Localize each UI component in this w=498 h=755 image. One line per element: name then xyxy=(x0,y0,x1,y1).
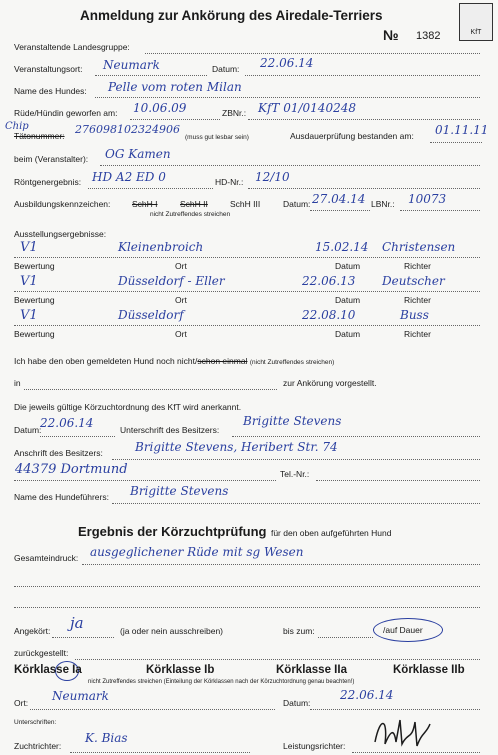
unterschriften-label: Unterschriften: xyxy=(14,719,57,726)
exhibition-ort[interactable]: Düsseldorf xyxy=(118,308,184,322)
hund-name-value[interactable]: Pelle vom roten Milan xyxy=(108,80,242,94)
form-number: 1382 xyxy=(416,30,441,42)
roentgen-value[interactable]: HD A2 ED 0 xyxy=(92,170,166,184)
anschrift-value[interactable]: Brigitte Stevens, Heribert Str. 74 xyxy=(135,440,338,454)
angekoert-line xyxy=(52,637,114,638)
landesgruppe-label: Veranstaltende Landesgruppe: xyxy=(14,42,130,52)
chip-label: Chip xyxy=(5,121,29,132)
gemeldet-b[interactable]: schon einmal xyxy=(197,356,248,366)
result-heading-title: Ergebnis der Körzuchtprüfung xyxy=(78,524,267,539)
datum3-value[interactable]: 22.06.14 xyxy=(40,416,94,430)
schh-1[interactable]: SchH I xyxy=(132,199,158,209)
ort-label: Veranstaltungsort: xyxy=(14,64,83,74)
tel-label: Tel.-Nr.: xyxy=(280,469,310,479)
zuchtrichter-label: Zuchtrichter: xyxy=(14,741,62,751)
leistungsrichter-signature xyxy=(370,712,440,754)
vorgestellt-text: zur Ankörung vorgestellt. xyxy=(283,378,377,388)
col-richter: Richter xyxy=(404,261,431,271)
chip-value[interactable]: 276098102324906 xyxy=(75,123,180,136)
lbnr-line xyxy=(400,210,480,211)
taeto-note: (muss gut lesbar sein) xyxy=(185,134,249,141)
klasse-ib[interactable]: Körklasse Ib xyxy=(146,664,215,676)
hundefuehrer-line xyxy=(112,503,480,504)
gemeldet-a: Ich habe den oben gemeldeten Hund noch nicht/ xyxy=(14,356,198,366)
exhibition-richter[interactable]: Deutscher xyxy=(382,274,445,288)
unterschrift-line xyxy=(232,436,480,437)
hdnr-value[interactable]: 12/10 xyxy=(255,170,290,184)
ausstellung-label: Ausstellungsergebnisse: xyxy=(14,229,107,239)
in-label: in xyxy=(14,378,21,388)
zbnr-label: ZBNr.: xyxy=(222,108,247,118)
exhibition-datum[interactable]: 15.02.14 xyxy=(315,240,369,254)
anschrift-line-2 xyxy=(14,480,276,481)
ort-line xyxy=(95,75,207,76)
exhibition-line-2 xyxy=(14,291,480,292)
col-bewertung: Bewertung xyxy=(14,329,55,339)
beim-line xyxy=(100,165,480,166)
exhibition-bewertung[interactable]: V1 xyxy=(20,240,38,255)
result-datum-label: Datum: xyxy=(283,698,311,708)
geworfen-line xyxy=(130,119,220,120)
gesamt-line-3[interactable] xyxy=(14,607,480,608)
exhibition-line-3 xyxy=(14,325,480,326)
gesamt-value[interactable]: ausgeglichener Rüde mit sg Wesen xyxy=(90,545,304,559)
schh-3[interactable]: SchH III xyxy=(230,199,261,209)
col-ort: Ort xyxy=(175,261,187,271)
exhibition-bewertung[interactable]: V1 xyxy=(20,308,38,323)
zbnr-line xyxy=(248,119,480,120)
ausdauer-line xyxy=(430,142,482,143)
result-ort-label: Ort: xyxy=(14,698,29,708)
gesamt-line xyxy=(82,564,480,565)
datum2-line xyxy=(310,210,370,211)
ordnung-text: Die jeweils gültige Körzuchtordnung des KfT wird anerkannt. xyxy=(14,402,242,412)
datum-label: Datum: xyxy=(212,64,240,74)
lbnr-value[interactable]: 10073 xyxy=(408,192,447,206)
col-ort: Ort xyxy=(175,295,187,305)
klassen-note: nicht Zutreffendes streichen (Einteilung der Körklassen nach der Körzuchtordnung genau beachten!) xyxy=(88,679,355,685)
tel-line[interactable] xyxy=(316,480,480,481)
logo-text: KfT xyxy=(470,29,482,36)
gemeldet-note: (nicht Zutreffendes streichen) xyxy=(249,359,335,366)
bis-line[interactable] xyxy=(318,637,373,638)
col-richter: Richter xyxy=(404,295,431,305)
col-bewertung: Bewertung xyxy=(14,295,55,305)
gemeldet-text xyxy=(14,356,334,366)
landesgruppe-line[interactable] xyxy=(145,53,480,54)
exhibition-datum[interactable]: 22.08.10 xyxy=(302,308,356,322)
anschrift-line xyxy=(112,459,480,460)
result-datum-line xyxy=(310,709,480,710)
beim-label: beim (Veranstalter): xyxy=(14,154,89,164)
zuchtrichter-value[interactable]: K. Bias xyxy=(85,731,128,745)
taeto-label: Tätonummer: xyxy=(14,131,65,141)
zuchtrichter-line xyxy=(70,752,250,753)
hdnr-label: HD-Nr.: xyxy=(215,177,244,187)
ort-value[interactable]: Neumark xyxy=(103,58,160,72)
datum3-line xyxy=(40,436,115,437)
result-heading xyxy=(78,523,391,541)
ausdauer-value[interactable]: 01.11.11 xyxy=(435,123,489,137)
hund-name-line xyxy=(95,97,480,98)
col-ort: Ort xyxy=(175,329,187,339)
form-title: Anmeldung zur Ankörung des Airedale-Terriers xyxy=(80,8,383,23)
exhibition-datum[interactable]: 22.06.13 xyxy=(302,274,356,288)
dauer-option[interactable]: /auf Dauer xyxy=(383,625,423,635)
exhibition-line-1 xyxy=(14,257,480,258)
unterschrift-value[interactable]: Brigitte Stevens xyxy=(243,414,342,428)
kft-logo xyxy=(459,3,493,41)
result-ort-value[interactable]: Neumark xyxy=(52,689,109,703)
roentgen-line xyxy=(88,188,213,189)
ausbildung-label: Ausbildungskennzeichen: xyxy=(14,199,111,209)
klasse-iib[interactable]: Körklasse IIb xyxy=(393,664,465,676)
exhibition-richter[interactable]: Christensen xyxy=(382,240,456,254)
schh-2[interactable]: SchH II xyxy=(180,199,208,209)
ausbildung-note: nicht Zutreffendes streichen xyxy=(150,211,231,218)
in-line[interactable] xyxy=(24,389,277,390)
unterschrift-label: Unterschrift des Besitzers: xyxy=(120,425,220,435)
zurueck-line[interactable] xyxy=(75,659,480,660)
col-bewertung: Bewertung xyxy=(14,261,55,271)
gesamt-label: Gesamteindruck: xyxy=(14,553,79,563)
exhibition-richter[interactable]: Buss xyxy=(400,308,429,322)
zbnr-value[interactable]: KfT 01/0140248 xyxy=(258,101,356,115)
exhibition-ort[interactable]: Düsseldorf - Eller xyxy=(118,274,225,288)
col-datum: Datum xyxy=(335,261,361,271)
leistungsrichter-label: Leistungsrichter: xyxy=(283,741,346,751)
klasse-ia[interactable]: Körklasse Ia xyxy=(14,664,82,676)
hdnr-line xyxy=(248,188,480,189)
exhibition-ort[interactable]: Kleinenbroich xyxy=(118,240,204,254)
anschrift-label: Anschrift des Besitzers: xyxy=(14,448,103,458)
hund-name-label: Name des Hundes: xyxy=(14,86,87,96)
bis-label: bis zum: xyxy=(283,626,315,636)
col-datum: Datum xyxy=(335,329,361,339)
beim-value[interactable]: OG Kamen xyxy=(105,147,171,161)
datum-line xyxy=(245,75,480,76)
anschrift-value-2[interactable]: 44379 Dortmund xyxy=(15,462,128,477)
angekoert-label: Angekört: xyxy=(14,626,51,636)
col-datum: Datum xyxy=(335,295,361,305)
result-heading-suffix: für den oben aufgeführten Hund xyxy=(270,528,392,538)
result-datum-value[interactable]: 22.06.14 xyxy=(340,688,394,702)
datum3-label: Datum: xyxy=(14,425,42,435)
hundefuehrer-label: Name des Hundeführers: xyxy=(14,492,109,502)
gesamt-line-2[interactable] xyxy=(14,586,480,587)
geworfen-label: Rüde/Hündin geworfen am: xyxy=(14,108,118,118)
datum-value[interactable]: 22.06.14 xyxy=(260,56,314,70)
exhibition-bewertung[interactable]: V1 xyxy=(20,274,38,289)
datum2-label: Datum: xyxy=(283,199,311,209)
result-ort-line xyxy=(30,709,275,710)
angekoert-value[interactable]: ja xyxy=(70,614,84,632)
lbnr-label: LBNr.: xyxy=(371,199,395,209)
col-richter: Richter xyxy=(404,329,431,339)
datum2-value[interactable]: 27.04.14 xyxy=(312,192,366,206)
ausdauer-label: Ausdauerprüfung bestanden am: xyxy=(290,131,414,141)
geworfen-value[interactable]: 10.06.09 xyxy=(133,101,187,115)
number-label: № xyxy=(383,27,399,43)
zurueck-label: zurückgestellt: xyxy=(14,648,69,658)
roentgen-label: Röntgenergebnis: xyxy=(14,177,82,187)
klasse-iia[interactable]: Körklasse IIa xyxy=(276,664,347,676)
angekoert-note: (ja oder nein ausschreiben) xyxy=(120,626,224,636)
hundefuehrer-value[interactable]: Brigitte Stevens xyxy=(130,484,229,498)
